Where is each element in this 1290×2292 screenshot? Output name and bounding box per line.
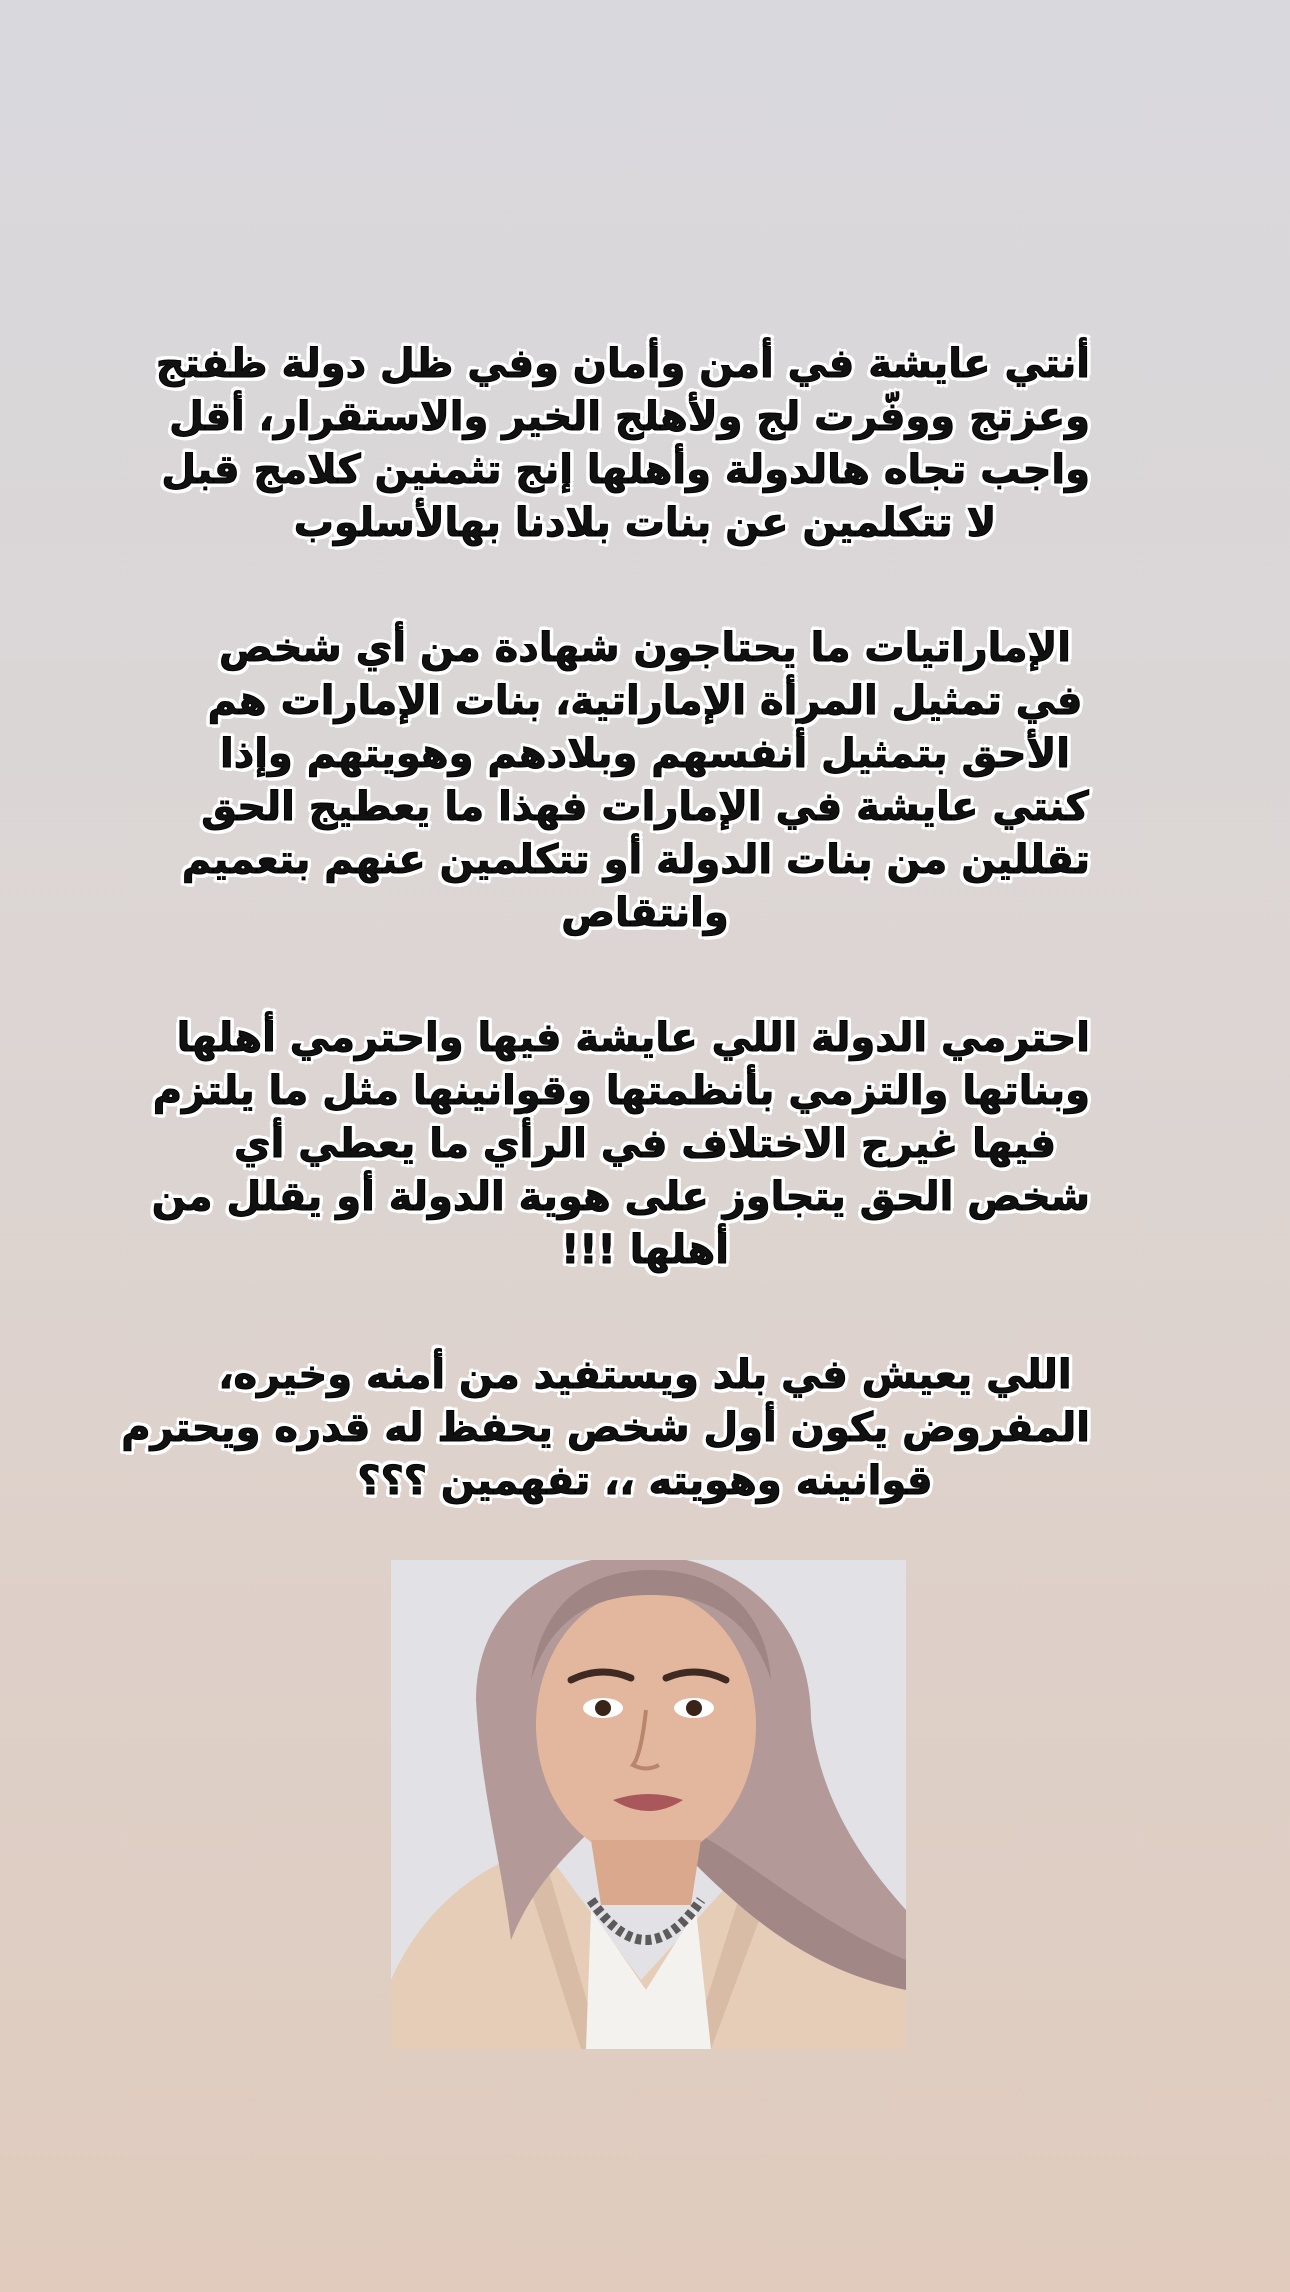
caption-line: الأحق بتمثيل أنفسهم وبلادهم وهويتهم وإذا bbox=[219, 731, 1071, 777]
caption-line: قوانينه وهويته ،، تفهمين ؟؟؟ bbox=[357, 1458, 933, 1504]
caption-line: وبناتها والتزمي بأنظمتها وقوانينها مثل ما يلتزم bbox=[152, 1068, 1090, 1114]
caption-line: أهلها !!! bbox=[561, 1227, 729, 1273]
caption-line: كنتي عايشة في الإمارات فهذا ما يعطيج الحق bbox=[201, 784, 1089, 830]
caption-line: المفروض يكون أول شخص يحفظ له قدره ويحترم bbox=[121, 1405, 1090, 1451]
portrait-photo bbox=[391, 1560, 906, 2049]
caption-paragraph bbox=[155, 338, 1090, 550]
caption-paragraph bbox=[121, 1349, 1090, 1508]
story-caption bbox=[121, 338, 1090, 1580]
caption-line: في تمثيل المرأة الإماراتية، بنات الإمارات هم bbox=[207, 678, 1083, 724]
caption-line: وعزتج ووفّرت لج ولأهلج الخير والاستقرار، أقل bbox=[169, 394, 1090, 440]
caption-paragraph bbox=[181, 622, 1090, 940]
portrait-illustration bbox=[391, 1560, 906, 2049]
caption-paragraph bbox=[151, 1012, 1090, 1277]
caption-line: واجب تجاه هالدولة وأهلها إنج تثمنين كلامج قبل bbox=[161, 447, 1090, 493]
caption-line: أنتي عايشة في أمن وأمان وفي ظل دولة ظفتج bbox=[155, 341, 1090, 387]
caption-line: لا تتكلمين عن بنات بلادنا بهالأسلوب bbox=[293, 500, 997, 546]
caption-line: احترمي الدولة اللي عايشة فيها واحترمي أهلها bbox=[176, 1015, 1090, 1061]
caption-line: وانتقاص bbox=[561, 890, 729, 936]
caption-line: شخص الحق يتجاوز على هوية الدولة أو يقلل من bbox=[151, 1174, 1090, 1220]
caption-line: تقللين من بنات الدولة أو تتكلمين عنهم بتعميم bbox=[181, 837, 1090, 883]
caption-line: اللي يعيش في بلد ويستفيد من أمنه وخيره، bbox=[218, 1352, 1072, 1398]
caption-line: فيها غيرج الاختلاف في الرأي ما يعطي أي bbox=[233, 1121, 1057, 1167]
caption-line: الإماراتيات ما يحتاجون شهادة من أي شخص bbox=[219, 625, 1071, 671]
